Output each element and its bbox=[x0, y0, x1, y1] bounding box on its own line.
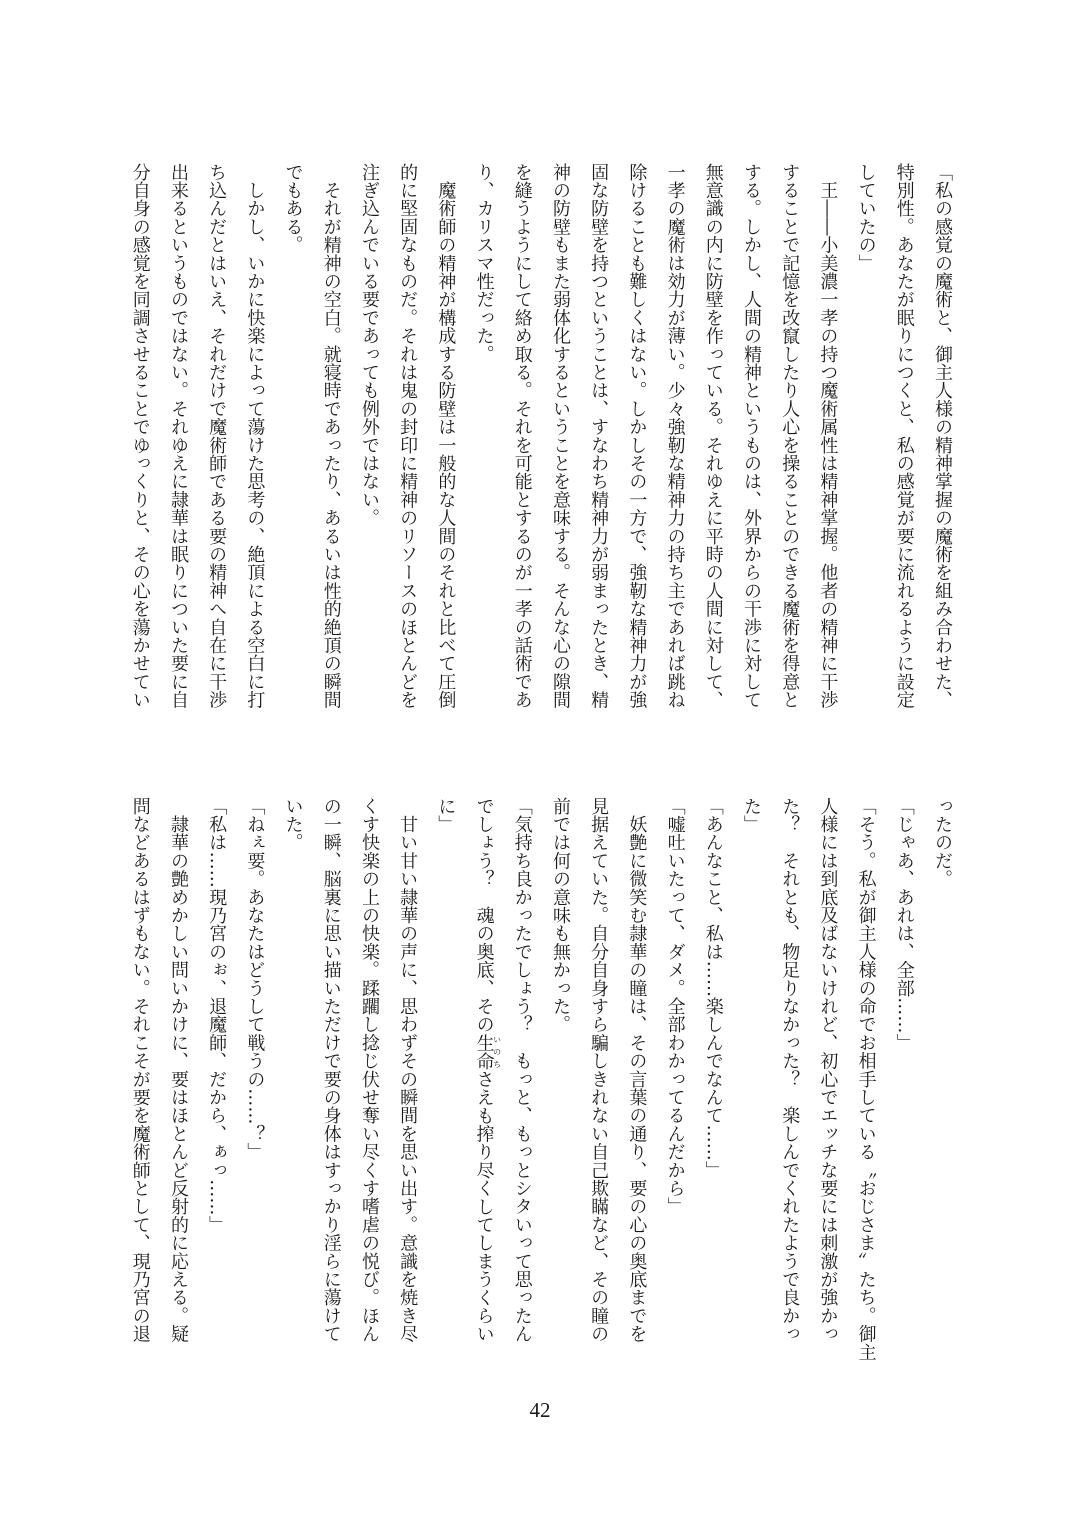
page-number: 42 bbox=[529, 1398, 551, 1422]
upper-text-block bbox=[121, 163, 961, 723]
text-line: くす快楽の上の快楽。蹂躙し捻じ伏せ奪い尽くす嗜虐の悦び。ほん bbox=[358, 797, 380, 1343]
text-line: を縫うようにして絡め取る。それを可能とするのが一孝の話術であ bbox=[511, 163, 533, 709]
text-line: ち込んだとはいえ、それだけで魔術師である要の精神へ自在に干渉 bbox=[206, 163, 228, 709]
text-line: 王――小美濃一孝の持つ魔術属性は精神掌握。他者の精神に干渉 bbox=[817, 163, 839, 709]
text-line: ったのだ。 bbox=[932, 797, 953, 888]
text-line: 注ぎ込んでいる要であっても例外ではない。 bbox=[358, 163, 380, 527]
text-line: 「私の感覚の魔術と、御主人様の精神掌握の魔術を組み合わせた、 bbox=[932, 163, 953, 709]
text-line: 前では何の意味も無かった。 bbox=[549, 797, 571, 1034]
text-line: 出来るというものではない。それゆえに隷華は眠りについた要に自 bbox=[167, 163, 189, 709]
text-line: することで記憶を改竄したり人心を操ることのできる魔術を得意と bbox=[779, 163, 801, 709]
text-line: 甘い甘い隷華の声に、思わずその瞬間を思い出す。意識を焼き尽 bbox=[397, 797, 419, 1343]
text-line: 固な防壁を持つということは、すなわち精神力が弱まったとき、精 bbox=[588, 163, 610, 709]
text-line: 分自身の感覚を同調させることでゆっくりと、その心を蕩かせてい bbox=[129, 163, 151, 709]
text-line: 人様には到底及ばないけれど、初心でエッチな要には刺激が強かっ bbox=[817, 797, 839, 1343]
text-line: 神の防壁もまた弱体化するということを意味する。そんな心の隙間 bbox=[549, 163, 571, 709]
text-line: 除けることも難しくはない。しかしその一方で、強靭な精神力が強 bbox=[626, 163, 648, 709]
lower-text-block bbox=[121, 797, 961, 1362]
text-line: 妖艶に微笑む隷華の瞳は、その言葉の通り、要の心の奥底までを bbox=[626, 797, 648, 1343]
text-line: た？ それとも、物足りなかった？ 楽しんでくれたようで良かっ bbox=[779, 797, 801, 1343]
ruby-base: 生命 bbox=[473, 1033, 495, 1071]
ruby-line-after: さえも搾り尽くしてしまうくらい bbox=[473, 1070, 495, 1344]
text-line: 「嘘吐いたって、ダメ。全部わかってるんだから」 bbox=[664, 797, 686, 1216]
text-line: 「私は……現乃宮のぉ、退魔師、だから、ぁっ……」 bbox=[206, 797, 228, 1234]
text-line: いた。 bbox=[282, 797, 304, 852]
text-line: しかし、いかに快楽によって蕩けた思考の、絶頂による空白に打 bbox=[244, 163, 266, 709]
text-line: 「あんなこと、私は……楽しんでなんて……」 bbox=[702, 797, 724, 1180]
text-line: 「そう。私が御主人様の命でお相手している〝おじさま〟たち。御主 bbox=[855, 797, 877, 1362]
text-line: でもある。 bbox=[282, 163, 304, 254]
text-line: 見据えていた。自分自身すら騙しきれない自己欺瞞など、その瞳の bbox=[588, 797, 610, 1343]
ruby-line-before: でしょう？ 魂の奥底、その bbox=[473, 797, 495, 1034]
text-line: の一瞬、脳裏に思い描いただけで要の身体はすっかり淫らに蕩けて bbox=[320, 797, 342, 1343]
text-line: 「ねぇ要。あなたはどうして戦うの……？」 bbox=[244, 797, 266, 1161]
text-line: に」 bbox=[435, 797, 457, 834]
text-line: た」 bbox=[740, 797, 762, 834]
text-line: り、カリスマ性だった。 bbox=[473, 163, 495, 364]
ruby-annotation bbox=[473, 1033, 502, 1071]
text-line: 隷華の艶めかしい問いかけに、要はほとんど反射的に応える。疑 bbox=[167, 797, 189, 1343]
text-line: する。しかし、人間の精神というものは、外界からの干渉に対して bbox=[740, 163, 762, 709]
ruby-reading: いのち bbox=[492, 1033, 502, 1070]
text-line: 一孝の魔術は効力が薄い。少々強靭な精神力の持ち主であれば跳ね bbox=[664, 163, 686, 709]
text-line: 「じゃあ、あれは、全部……」 bbox=[893, 797, 915, 1052]
text-line: 特別性。あなたが眠りにつくと、私の感覚が要に流れるように設定 bbox=[893, 163, 915, 709]
text-line: 問などあるはずもない。それこそが要を魔術師として、現乃宮の退 bbox=[129, 797, 151, 1343]
text-line: 「気持ち良かったでしょう？ もっと、もっとシタいって思ったん bbox=[511, 797, 533, 1343]
text-line: 魔術師の精神が構成する防壁は一般的な人間のそれと比べて圧倒 bbox=[435, 163, 457, 709]
text-line: していたの」 bbox=[855, 163, 877, 273]
text-line: 的に堅固なものだ。それは鬼の封印に精神のリソースのほとんどを bbox=[397, 163, 419, 709]
text-line-with-ruby bbox=[464, 797, 502, 1357]
text-line: それが精神の空白。就寝時であったり、あるいは性的絶頂の瞬間 bbox=[320, 163, 342, 709]
text-line: 無意識の内に防壁を作っている。それゆえに平時の人間に対して、 bbox=[702, 163, 724, 709]
